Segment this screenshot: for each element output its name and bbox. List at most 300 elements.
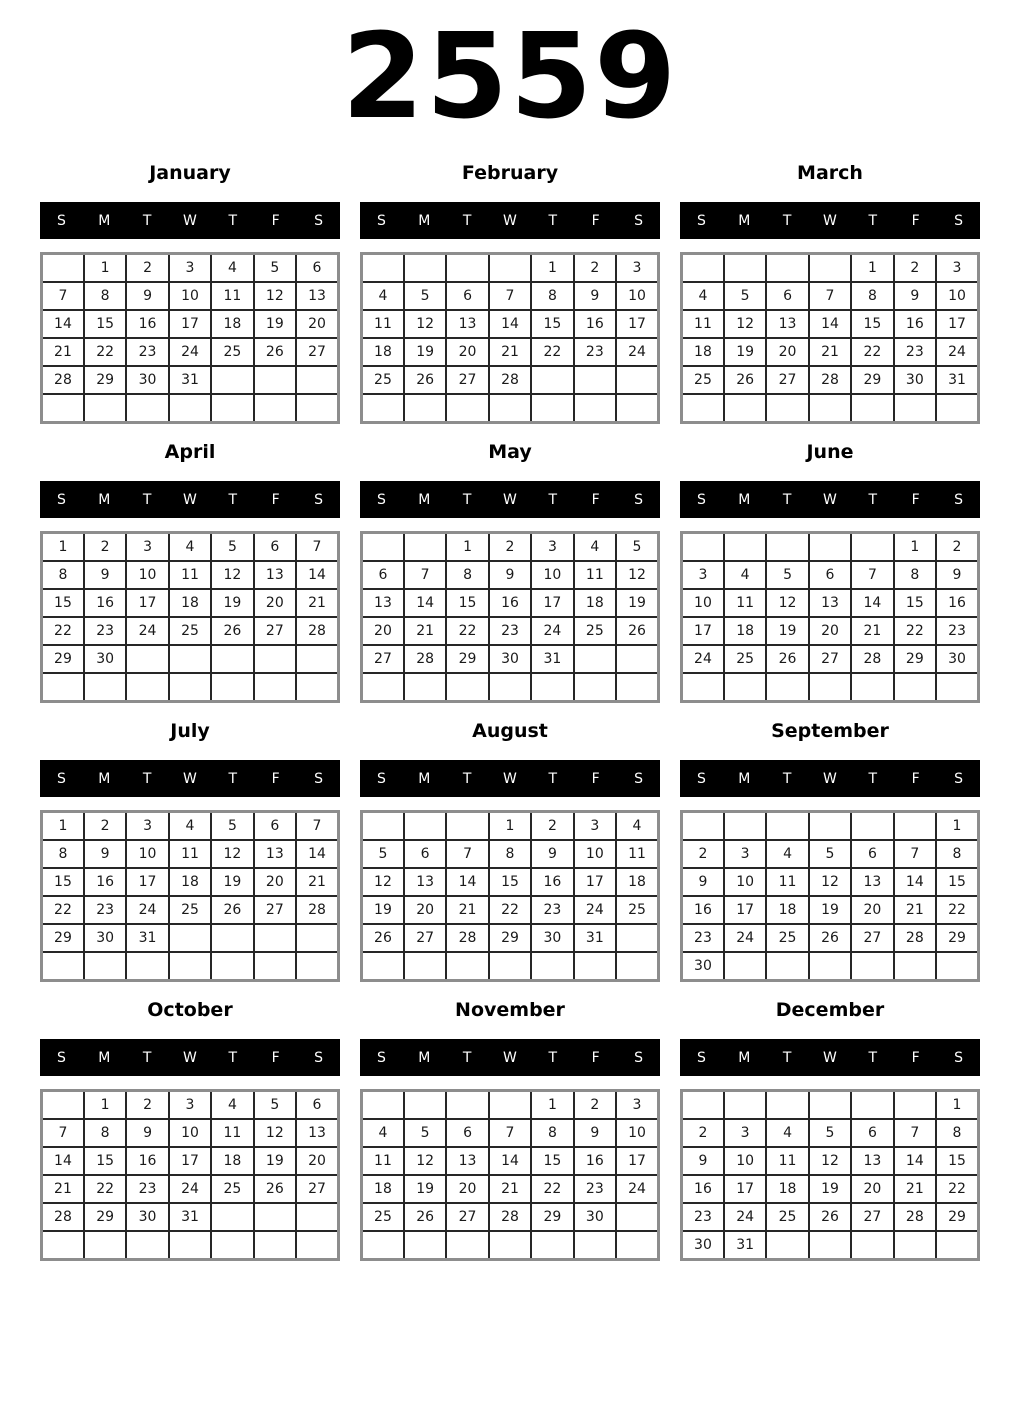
day-cell: 24 (169, 1175, 211, 1203)
weekday-label: S (314, 1049, 323, 1066)
day-cell: 7 (42, 282, 84, 310)
month-title: April (164, 441, 216, 463)
day-cell: 7 (851, 561, 893, 589)
day-cell: 28 (894, 924, 936, 952)
empty-day-cell (682, 673, 724, 702)
day-cell: 31 (574, 924, 616, 952)
empty-day-cell (851, 394, 893, 423)
month-title: November (455, 999, 565, 1021)
day-cell: 3 (936, 254, 978, 283)
week-row (362, 1175, 659, 1203)
weekday-label: S (634, 212, 643, 229)
day-cell: 15 (531, 310, 573, 338)
day-cell: 23 (84, 896, 126, 924)
month-date-grid (680, 1089, 980, 1261)
empty-day-cell (446, 673, 488, 702)
day-cell: 22 (42, 896, 84, 924)
empty-day-cell (362, 394, 404, 423)
day-cell: 29 (42, 645, 84, 673)
empty-day-cell (936, 394, 978, 423)
day-cell: 28 (489, 366, 531, 394)
day-cell: 19 (362, 896, 404, 924)
empty-day-cell (616, 645, 658, 673)
empty-day-cell (446, 1091, 488, 1120)
weekday-header-bar (40, 481, 340, 518)
week-row (682, 1119, 979, 1147)
week-row (42, 1175, 339, 1203)
week-row (362, 1147, 659, 1175)
week-row (682, 366, 979, 394)
day-cell: 2 (682, 840, 724, 868)
empty-day-cell (724, 533, 766, 562)
week-row (362, 561, 659, 589)
empty-day-cell (766, 533, 808, 562)
month-date-grid (40, 1089, 340, 1261)
empty-day-cell (296, 952, 338, 981)
empty-day-cell (446, 254, 488, 283)
day-cell: 6 (404, 840, 446, 868)
week-row (682, 589, 979, 617)
day-cell: 18 (211, 1147, 253, 1175)
day-cell: 14 (42, 310, 84, 338)
empty-day-cell (84, 673, 126, 702)
day-cell: 10 (574, 840, 616, 868)
empty-day-cell (296, 645, 338, 673)
day-cell: 30 (574, 1203, 616, 1231)
weekday-label: S (56, 212, 66, 229)
weekday-label: M (738, 1049, 751, 1066)
weekday-label: M (738, 491, 751, 508)
day-cell: 11 (211, 282, 253, 310)
weekday-label: F (911, 212, 920, 229)
day-cell: 18 (766, 1175, 808, 1203)
day-cell: 12 (211, 840, 253, 868)
empty-day-cell (489, 673, 531, 702)
empty-day-cell (851, 1231, 893, 1260)
empty-day-cell (766, 1091, 808, 1120)
empty-day-cell (169, 1231, 211, 1260)
day-cell: 8 (42, 561, 84, 589)
empty-day-cell (766, 812, 808, 841)
empty-day-cell (724, 952, 766, 981)
empty-day-cell (404, 254, 446, 283)
day-cell: 3 (169, 254, 211, 283)
empty-day-cell (169, 673, 211, 702)
weekday-header-bar (360, 760, 660, 797)
month-june (680, 431, 980, 703)
weekday-label: S (634, 491, 643, 508)
day-cell: 9 (894, 282, 936, 310)
empty-day-cell (362, 254, 404, 283)
day-cell: 12 (766, 589, 808, 617)
day-cell: 15 (936, 868, 978, 896)
week-row (682, 1203, 979, 1231)
empty-day-cell (446, 952, 488, 981)
empty-day-cell (724, 254, 766, 283)
empty-day-cell (724, 673, 766, 702)
day-cell: 15 (42, 868, 84, 896)
empty-day-cell (489, 254, 531, 283)
month-april (40, 431, 340, 703)
day-cell: 6 (254, 812, 296, 841)
day-cell: 17 (616, 1147, 658, 1175)
day-cell: 2 (531, 812, 573, 841)
day-cell: 24 (936, 338, 978, 366)
day-cell: 21 (851, 617, 893, 645)
month-date-grid (360, 531, 660, 703)
day-cell: 4 (211, 254, 253, 283)
weekday-label: S (954, 770, 963, 787)
empty-day-cell (851, 812, 893, 841)
day-cell: 22 (936, 1175, 978, 1203)
day-cell: 25 (362, 366, 404, 394)
day-cell: 8 (446, 561, 488, 589)
day-cell: 8 (936, 840, 978, 868)
day-cell: 24 (531, 617, 573, 645)
day-cell: 15 (489, 868, 531, 896)
weekday-label: M (98, 212, 111, 229)
weekday-label: W (503, 491, 517, 508)
week-row (682, 896, 979, 924)
day-cell: 17 (682, 617, 724, 645)
empty-day-cell (126, 394, 168, 423)
empty-day-cell (531, 1231, 573, 1260)
empty-day-cell (809, 673, 851, 702)
week-row (42, 812, 339, 841)
day-cell: 15 (84, 310, 126, 338)
day-cell: 17 (574, 868, 616, 896)
empty-day-cell (809, 812, 851, 841)
empty-day-cell (446, 394, 488, 423)
empty-day-cell (254, 673, 296, 702)
weekday-label: T (462, 212, 472, 229)
week-row (682, 394, 979, 423)
day-cell: 5 (362, 840, 404, 868)
day-cell: 21 (809, 338, 851, 366)
day-cell: 26 (809, 1203, 851, 1231)
day-cell: 7 (894, 1119, 936, 1147)
day-cell: 2 (84, 533, 126, 562)
month-july (40, 710, 340, 982)
day-cell: 21 (296, 868, 338, 896)
day-cell: 6 (851, 1119, 893, 1147)
empty-day-cell (616, 394, 658, 423)
month-title: February (461, 162, 559, 184)
day-cell: 19 (766, 617, 808, 645)
empty-day-cell (616, 1203, 658, 1231)
day-cell: 22 (531, 1175, 573, 1203)
day-cell: 31 (936, 366, 978, 394)
empty-day-cell (211, 1231, 253, 1260)
weekday-label: W (823, 212, 837, 229)
day-cell: 17 (724, 1175, 766, 1203)
day-cell: 24 (574, 896, 616, 924)
day-cell: 6 (766, 282, 808, 310)
empty-day-cell (574, 952, 616, 981)
week-row (682, 924, 979, 952)
empty-day-cell (766, 952, 808, 981)
empty-day-cell (682, 533, 724, 562)
day-cell: 29 (531, 1203, 573, 1231)
weekday-header-bar (360, 1039, 660, 1076)
weekday-label: T (782, 770, 792, 787)
month-date-grid (40, 810, 340, 982)
day-cell: 4 (362, 282, 404, 310)
day-cell: 10 (936, 282, 978, 310)
week-row (42, 533, 339, 562)
day-cell: 4 (574, 533, 616, 562)
day-cell: 17 (126, 589, 168, 617)
month-date-grid (360, 1089, 660, 1261)
week-row (362, 896, 659, 924)
day-cell: 14 (404, 589, 446, 617)
day-cell: 26 (616, 617, 658, 645)
day-cell: 22 (936, 896, 978, 924)
empty-day-cell (211, 924, 253, 952)
empty-day-cell (404, 952, 446, 981)
week-row (362, 282, 659, 310)
empty-day-cell (574, 645, 616, 673)
day-cell: 5 (809, 840, 851, 868)
month-date-grid (360, 252, 660, 424)
day-cell: 13 (766, 310, 808, 338)
day-cell: 17 (724, 896, 766, 924)
day-cell: 6 (254, 533, 296, 562)
day-cell: 26 (809, 924, 851, 952)
day-cell: 26 (254, 338, 296, 366)
day-cell: 27 (766, 366, 808, 394)
week-row (42, 645, 339, 673)
empty-day-cell (362, 1091, 404, 1120)
day-cell: 23 (682, 1203, 724, 1231)
day-cell: 12 (254, 1119, 296, 1147)
day-cell: 8 (531, 282, 573, 310)
day-cell: 4 (682, 282, 724, 310)
week-row (42, 1119, 339, 1147)
day-cell: 29 (894, 645, 936, 673)
empty-day-cell (254, 645, 296, 673)
day-cell: 21 (894, 896, 936, 924)
day-cell: 26 (766, 645, 808, 673)
day-cell: 30 (126, 366, 168, 394)
day-cell: 25 (724, 645, 766, 673)
weekday-label: S (696, 212, 706, 229)
month-date-grid (680, 531, 980, 703)
day-cell: 13 (446, 1147, 488, 1175)
day-cell: 15 (84, 1147, 126, 1175)
day-cell: 3 (574, 812, 616, 841)
week-row (42, 952, 339, 981)
day-cell: 9 (531, 840, 573, 868)
day-cell: 10 (616, 282, 658, 310)
weekday-label: M (418, 770, 431, 787)
day-cell: 14 (489, 1147, 531, 1175)
day-cell: 13 (254, 840, 296, 868)
day-cell: 28 (851, 645, 893, 673)
weekday-label: T (462, 491, 472, 508)
weekday-label: M (738, 212, 751, 229)
day-cell: 26 (404, 366, 446, 394)
day-cell: 2 (126, 1091, 168, 1120)
weekday-label: T (868, 212, 878, 229)
weekday-label: S (696, 491, 706, 508)
week-row (362, 868, 659, 896)
day-cell: 1 (446, 533, 488, 562)
day-cell: 5 (616, 533, 658, 562)
empty-day-cell (296, 366, 338, 394)
empty-day-cell (531, 673, 573, 702)
empty-day-cell (254, 1231, 296, 1260)
weekday-label: F (271, 1049, 280, 1066)
weekday-label: T (782, 1049, 792, 1066)
weekday-label: T (548, 770, 558, 787)
day-cell: 9 (574, 282, 616, 310)
weekday-label: W (183, 770, 197, 787)
month-title: December (775, 999, 885, 1021)
weekday-label: T (868, 770, 878, 787)
day-cell: 3 (126, 533, 168, 562)
day-cell: 13 (809, 589, 851, 617)
day-cell: 19 (616, 589, 658, 617)
day-cell: 16 (682, 896, 724, 924)
year-title: 2559 (341, 7, 679, 145)
day-cell: 22 (851, 338, 893, 366)
weekday-label: M (98, 1049, 111, 1066)
day-cell: 19 (809, 1175, 851, 1203)
month-title: September (771, 720, 889, 742)
empty-day-cell (936, 1231, 978, 1260)
day-cell: 10 (616, 1119, 658, 1147)
day-cell: 1 (489, 812, 531, 841)
day-cell: 27 (254, 617, 296, 645)
day-cell: 29 (936, 1203, 978, 1231)
day-cell: 15 (531, 1147, 573, 1175)
day-cell: 11 (362, 310, 404, 338)
weekday-label: W (183, 491, 197, 508)
empty-day-cell (616, 924, 658, 952)
week-row (682, 282, 979, 310)
day-cell: 21 (894, 1175, 936, 1203)
day-cell: 21 (42, 1175, 84, 1203)
day-cell: 28 (42, 366, 84, 394)
week-row (362, 645, 659, 673)
empty-day-cell (42, 1091, 84, 1120)
empty-day-cell (362, 1231, 404, 1260)
day-cell: 16 (682, 1175, 724, 1203)
day-cell: 19 (724, 338, 766, 366)
week-row (42, 673, 339, 702)
day-cell: 28 (404, 645, 446, 673)
empty-day-cell (851, 1091, 893, 1120)
day-cell: 12 (616, 561, 658, 589)
day-cell: 19 (404, 338, 446, 366)
day-cell: 16 (894, 310, 936, 338)
month-january (40, 152, 340, 424)
week-row (362, 394, 659, 423)
empty-day-cell (574, 1231, 616, 1260)
day-cell: 28 (296, 617, 338, 645)
day-cell: 31 (531, 645, 573, 673)
month-date-grid (680, 810, 980, 982)
day-cell: 14 (446, 868, 488, 896)
week-row (682, 617, 979, 645)
day-cell: 30 (894, 366, 936, 394)
day-cell: 18 (169, 868, 211, 896)
day-cell: 7 (809, 282, 851, 310)
weekday-label: T (228, 491, 238, 508)
empty-day-cell (126, 952, 168, 981)
day-cell: 23 (936, 617, 978, 645)
weekday-label: W (823, 1049, 837, 1066)
day-cell: 3 (531, 533, 573, 562)
empty-day-cell (489, 1091, 531, 1120)
day-cell: 14 (296, 561, 338, 589)
week-row (362, 254, 659, 283)
day-cell: 11 (766, 868, 808, 896)
weekday-label: S (376, 1049, 386, 1066)
week-row (682, 840, 979, 868)
empty-day-cell (84, 952, 126, 981)
weekday-label: T (228, 212, 238, 229)
weekday-header-bar (680, 481, 980, 518)
week-row (42, 924, 339, 952)
empty-day-cell (296, 673, 338, 702)
day-cell: 23 (531, 896, 573, 924)
week-row (682, 310, 979, 338)
empty-day-cell (809, 254, 851, 283)
empty-day-cell (404, 673, 446, 702)
day-cell: 15 (851, 310, 893, 338)
empty-day-cell (616, 1231, 658, 1260)
day-cell: 24 (126, 896, 168, 924)
day-cell: 29 (489, 924, 531, 952)
day-cell: 17 (936, 310, 978, 338)
empty-day-cell (766, 1231, 808, 1260)
week-row (42, 840, 339, 868)
empty-day-cell (296, 1231, 338, 1260)
empty-day-cell (809, 1231, 851, 1260)
month-title: October (147, 999, 233, 1021)
weekday-label: S (56, 770, 66, 787)
day-cell: 2 (126, 254, 168, 283)
day-cell: 11 (574, 561, 616, 589)
day-cell: 23 (894, 338, 936, 366)
day-cell: 6 (851, 840, 893, 868)
day-cell: 25 (169, 617, 211, 645)
weekday-label: S (314, 491, 323, 508)
day-cell: 9 (84, 561, 126, 589)
day-cell: 9 (682, 868, 724, 896)
weekday-label: W (183, 1049, 197, 1066)
day-cell: 18 (169, 589, 211, 617)
day-cell: 10 (682, 589, 724, 617)
day-cell: 27 (404, 924, 446, 952)
day-cell: 1 (851, 254, 893, 283)
week-row (42, 310, 339, 338)
empty-day-cell (851, 673, 893, 702)
day-cell: 17 (531, 589, 573, 617)
month-september (680, 710, 980, 982)
empty-day-cell (404, 394, 446, 423)
day-cell: 4 (766, 1119, 808, 1147)
day-cell: 10 (126, 840, 168, 868)
month-title: March (797, 162, 863, 184)
day-cell: 8 (531, 1119, 573, 1147)
day-cell: 26 (254, 1175, 296, 1203)
day-cell: 10 (724, 868, 766, 896)
weekday-header-bar (680, 760, 980, 797)
day-cell: 29 (936, 924, 978, 952)
